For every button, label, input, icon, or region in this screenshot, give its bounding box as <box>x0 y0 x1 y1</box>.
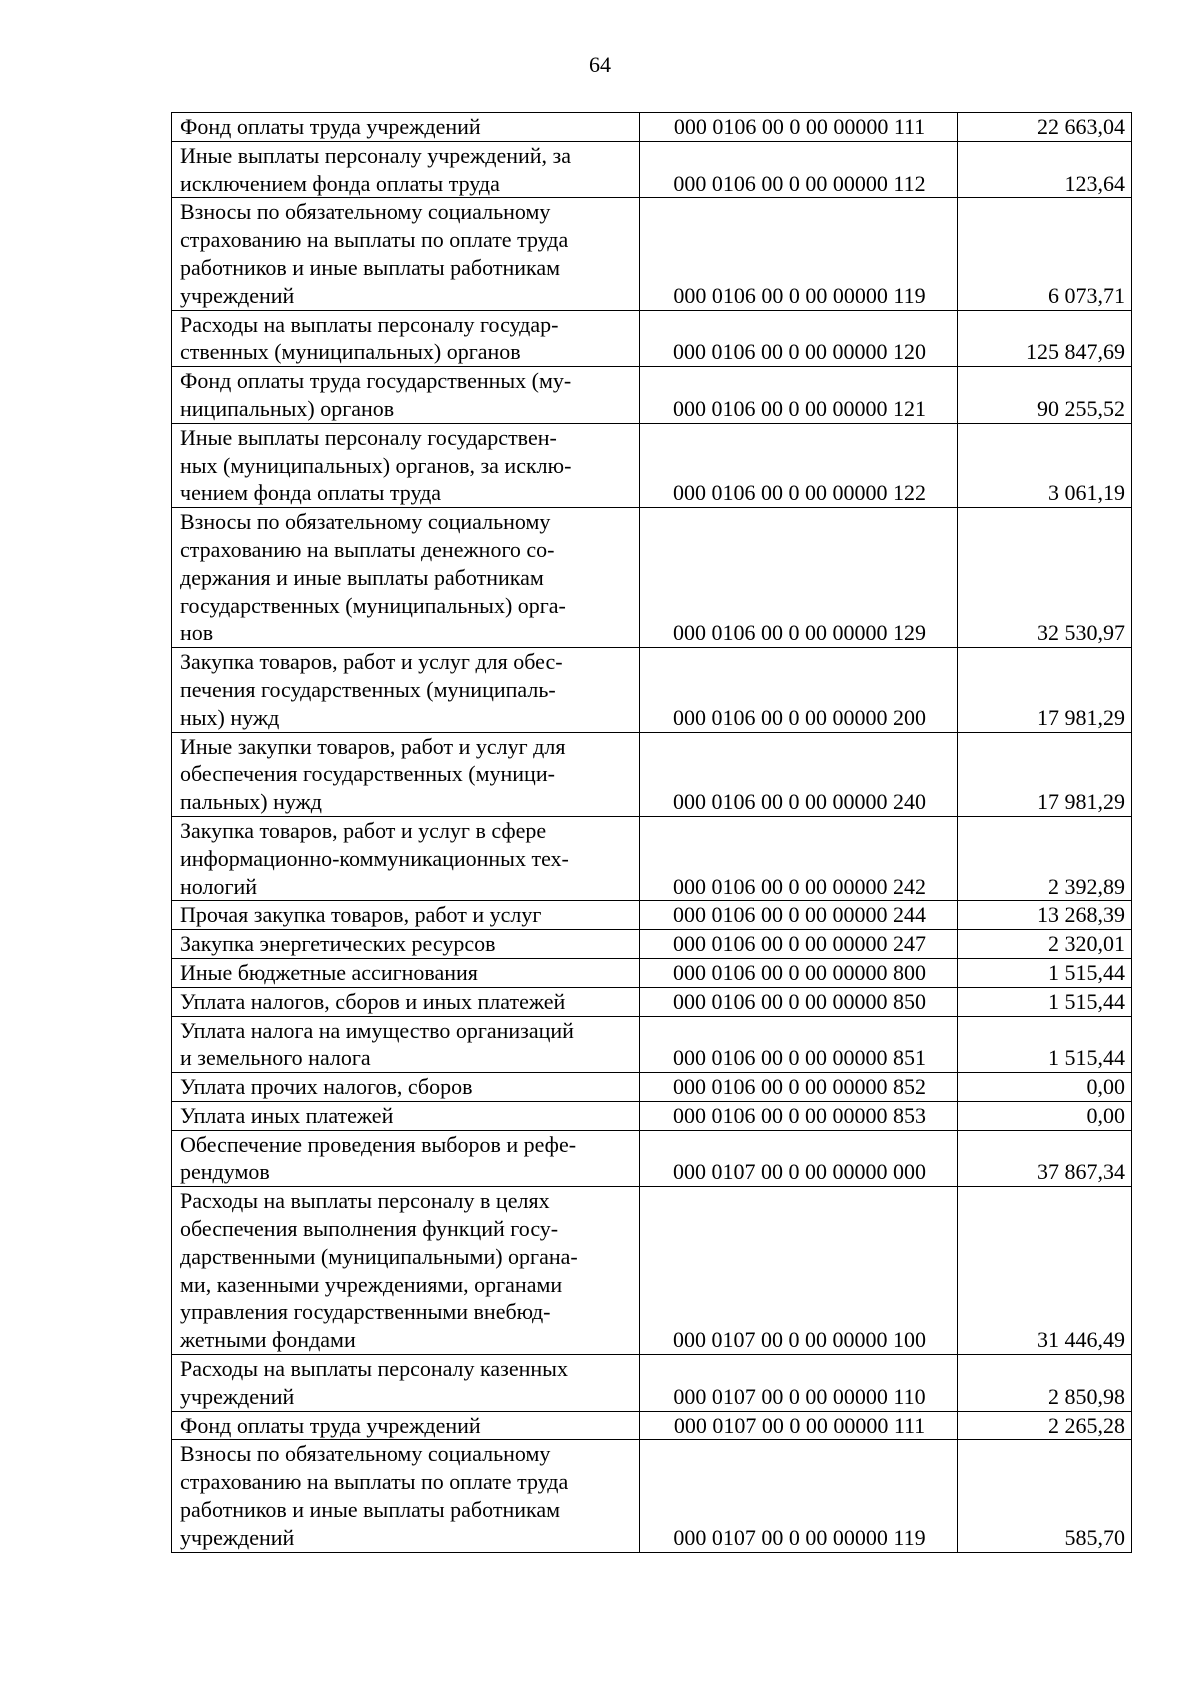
expense-name-line: Фонд оплаты труда учреждений <box>180 114 481 139</box>
expense-name-line: учреждений <box>180 1383 295 1409</box>
expense-name-line: Уплата налога на имущество организаций <box>180 1017 574 1043</box>
budget-table-body <box>172 113 1132 1553</box>
budget-code-cell: 000 0106 00 0 00 00000 800 <box>640 958 958 987</box>
amount-cell: 13 268,39 <box>958 901 1132 930</box>
budget-code-cell: 000 0106 00 0 00 00000 242 <box>640 816 958 900</box>
expense-name-line: жетными фондами <box>180 1327 356 1353</box>
expense-name-cell <box>172 958 640 987</box>
expense-name-line: ми, казенными учреждениями, органами <box>180 1271 563 1297</box>
expense-name-line: Закупка товаров, работ и услуг для обес- <box>180 649 563 675</box>
expense-name-line: Иные выплаты персоналу учреждений, за <box>180 142 571 168</box>
expense-name-line: Взносы по обязательному социальному <box>180 1441 551 1467</box>
table-row <box>172 1016 1132 1073</box>
expense-name-cell <box>172 1355 640 1412</box>
amount-cell: 123,64 <box>958 141 1132 198</box>
expense-name-line: обеспечения государственных (муници- <box>180 761 555 787</box>
expense-name-line: Фонд оплаты труда государственных (му- <box>180 368 572 394</box>
expense-name-line: рендумов <box>180 1159 270 1185</box>
expense-name-line: информационно-коммуникационных тех- <box>180 845 569 871</box>
expense-name-line: нов <box>180 620 214 646</box>
table-row <box>172 1440 1132 1552</box>
expense-name-cell <box>172 141 640 198</box>
budget-code-cell: 000 0107 00 0 00 00000 110 <box>640 1355 958 1412</box>
expense-name-line: Взносы по обязательному социальному <box>180 509 551 535</box>
expense-name-line: Уплата иных платежей <box>180 1102 394 1128</box>
expense-name-cell <box>172 1073 640 1102</box>
table-row <box>172 113 1132 142</box>
budget-code-cell: 000 0106 00 0 00 00000 244 <box>640 901 958 930</box>
budget-code-cell: 000 0106 00 0 00 00000 850 <box>640 987 958 1016</box>
expense-name-line: страхованию на выплаты по оплате труда <box>180 1469 569 1495</box>
expense-name-line: учреждений <box>180 282 295 308</box>
expense-name-cell <box>172 987 640 1016</box>
expense-name-line: Иные закупки товаров, работ и услуг для <box>180 733 566 759</box>
table-row <box>172 930 1132 959</box>
expense-name-line: учреждений <box>180 1524 295 1550</box>
expense-name-line: Уплата прочих налогов, сборов <box>180 1074 473 1100</box>
budget-code-cell: 000 0107 00 0 00 00000 119 <box>640 1440 958 1552</box>
expense-name-line: печения государственных (муниципаль- <box>180 676 556 702</box>
table-row <box>172 1355 1132 1412</box>
table-row <box>172 816 1132 900</box>
expense-name-line: ниципальных) органов <box>180 395 395 421</box>
expense-name-line: Обеспечение проведения выборов и рефе- <box>180 1131 577 1157</box>
expense-name-line: ных (муниципальных) органов, за исклю- <box>180 452 572 478</box>
expense-name-line: и земельного налога <box>180 1045 371 1071</box>
budget-code-cell: 000 0106 00 0 00 00000 121 <box>640 367 958 424</box>
table-row <box>172 958 1132 987</box>
budget-code-cell: 000 0106 00 0 00 00000 240 <box>640 732 958 816</box>
expense-name-line: Фонд оплаты труда учреждений <box>180 1412 481 1438</box>
expense-name-line: Расходы на выплаты персоналу государ- <box>180 311 559 337</box>
expense-name-line: ственных (муниципальных) органов <box>180 339 521 365</box>
expense-name-cell <box>172 1130 640 1187</box>
table-row <box>172 508 1132 648</box>
expense-name-cell <box>172 901 640 930</box>
table-row <box>172 1073 1132 1102</box>
expense-name-line: дарственными (муниципальными) органа- <box>180 1243 578 1269</box>
expense-name-line: держания и иные выплаты работникам <box>180 564 544 590</box>
expense-name-cell <box>172 508 640 648</box>
expense-name-line: Закупка товаров, работ и услуг в сфере <box>180 817 547 843</box>
budget-code-cell: 000 0106 00 0 00 00000 851 <box>640 1016 958 1073</box>
amount-cell: 22 663,04 <box>958 113 1132 142</box>
table-row <box>172 310 1132 367</box>
expense-name-cell <box>172 1411 640 1440</box>
budget-code-cell: 000 0106 00 0 00 00000 119 <box>640 198 958 310</box>
budget-code-cell: 000 0106 00 0 00 00000 129 <box>640 508 958 648</box>
amount-cell: 1 515,44 <box>958 987 1132 1016</box>
expense-name-cell <box>172 1440 640 1552</box>
expense-name-line: Расходы на выплаты персоналу казенных <box>180 1356 568 1382</box>
table-row <box>172 901 1132 930</box>
amount-cell: 585,70 <box>958 1440 1132 1552</box>
budget-code-cell: 000 0106 00 0 00 00000 112 <box>640 141 958 198</box>
budget-code-cell: 000 0106 00 0 00 00000 852 <box>640 1073 958 1102</box>
expense-name-cell <box>172 648 640 732</box>
table-row <box>172 423 1132 507</box>
budget-code-cell: 000 0106 00 0 00 00000 853 <box>640 1101 958 1130</box>
amount-cell: 31 446,49 <box>958 1187 1132 1355</box>
expense-name-cell <box>172 198 640 310</box>
amount-cell: 6 073,71 <box>958 198 1132 310</box>
amount-cell: 2 392,89 <box>958 816 1132 900</box>
amount-cell: 0,00 <box>958 1101 1132 1130</box>
amount-cell: 1 515,44 <box>958 958 1132 987</box>
budget-code-cell: 000 0106 00 0 00 00000 122 <box>640 423 958 507</box>
expense-name-line: чением фонда оплаты труда <box>180 480 442 506</box>
table-row <box>172 198 1132 310</box>
expense-name-line: Уплата налогов, сборов и иных платежей <box>180 988 566 1014</box>
expense-name-cell <box>172 113 640 142</box>
expense-name-line: Взносы по обязательному социальному <box>180 199 551 225</box>
expense-name-line: исключением фонда оплаты труда <box>180 170 500 196</box>
budget-code-cell: 000 0106 00 0 00 00000 120 <box>640 310 958 367</box>
expense-name-line: Иные бюджетные ассигнования <box>180 959 478 985</box>
table-row <box>172 987 1132 1016</box>
budget-code-cell: 000 0107 00 0 00 00000 100 <box>640 1187 958 1355</box>
budget-code-cell: 000 0107 00 0 00 00000 111 <box>640 1411 958 1440</box>
table-row <box>172 1101 1132 1130</box>
expense-name-cell <box>172 930 640 959</box>
table-row <box>172 1411 1132 1440</box>
amount-cell: 2 320,01 <box>958 930 1132 959</box>
budget-code-cell: 000 0106 00 0 00 00000 200 <box>640 648 958 732</box>
budget-code-cell: 000 0106 00 0 00 00000 247 <box>640 930 958 959</box>
amount-cell: 17 981,29 <box>958 648 1132 732</box>
expense-name-line: Прочая закупка товаров, работ и услуг <box>180 902 542 928</box>
expense-name-line: нологий <box>180 873 258 899</box>
expense-name-line: обеспечения выполнения функций госу- <box>180 1216 559 1242</box>
budget-table <box>171 112 1132 1553</box>
page-number: 64 <box>589 52 611 77</box>
amount-cell: 0,00 <box>958 1073 1132 1102</box>
expense-name-line: государственных (муниципальных) орга- <box>180 592 566 618</box>
amount-cell: 1 515,44 <box>958 1016 1132 1073</box>
table-row <box>172 1187 1132 1355</box>
amount-cell: 2 850,98 <box>958 1355 1132 1412</box>
amount-cell: 32 530,97 <box>958 508 1132 648</box>
expense-name-line: Расходы на выплаты персоналу в целях <box>180 1188 550 1214</box>
expense-name-cell <box>172 367 640 424</box>
table-row <box>172 732 1132 816</box>
table-row <box>172 367 1132 424</box>
expense-name-cell <box>172 816 640 900</box>
amount-cell: 90 255,52 <box>958 367 1132 424</box>
table-row <box>172 648 1132 732</box>
table-row <box>172 141 1132 198</box>
expense-name-line: Иные выплаты персоналу государствен- <box>180 424 557 450</box>
table-row <box>172 1130 1132 1187</box>
amount-cell: 125 847,69 <box>958 310 1132 367</box>
budget-code-cell: 000 0106 00 0 00 00000 111 <box>640 113 958 142</box>
expense-name-line: пальных) нужд <box>180 789 323 815</box>
amount-cell: 2 265,28 <box>958 1411 1132 1440</box>
expense-name-line: страхованию на выплаты по оплате труда <box>180 227 569 253</box>
amount-cell: 3 061,19 <box>958 423 1132 507</box>
expense-name-cell <box>172 1016 640 1073</box>
budget-code-cell: 000 0107 00 0 00 00000 000 <box>640 1130 958 1187</box>
expense-name-line: управления государственными внебюд- <box>180 1299 551 1325</box>
amount-cell: 37 867,34 <box>958 1130 1132 1187</box>
expense-name-cell <box>172 310 640 367</box>
expense-name-cell <box>172 732 640 816</box>
expense-name-cell <box>172 1101 640 1130</box>
expense-name-line: Закупка энергетических ресурсов <box>180 931 496 957</box>
amount-cell: 17 981,29 <box>958 732 1132 816</box>
expense-name-line: ных) нужд <box>180 704 280 730</box>
expense-name-line: страхованию на выплаты денежного со- <box>180 536 555 562</box>
expense-name-cell <box>172 423 640 507</box>
expense-name-cell <box>172 1187 640 1355</box>
expense-name-line: работников и иные выплаты работникам <box>180 254 561 280</box>
expense-name-line: работников и иные выплаты работникам <box>180 1497 561 1523</box>
